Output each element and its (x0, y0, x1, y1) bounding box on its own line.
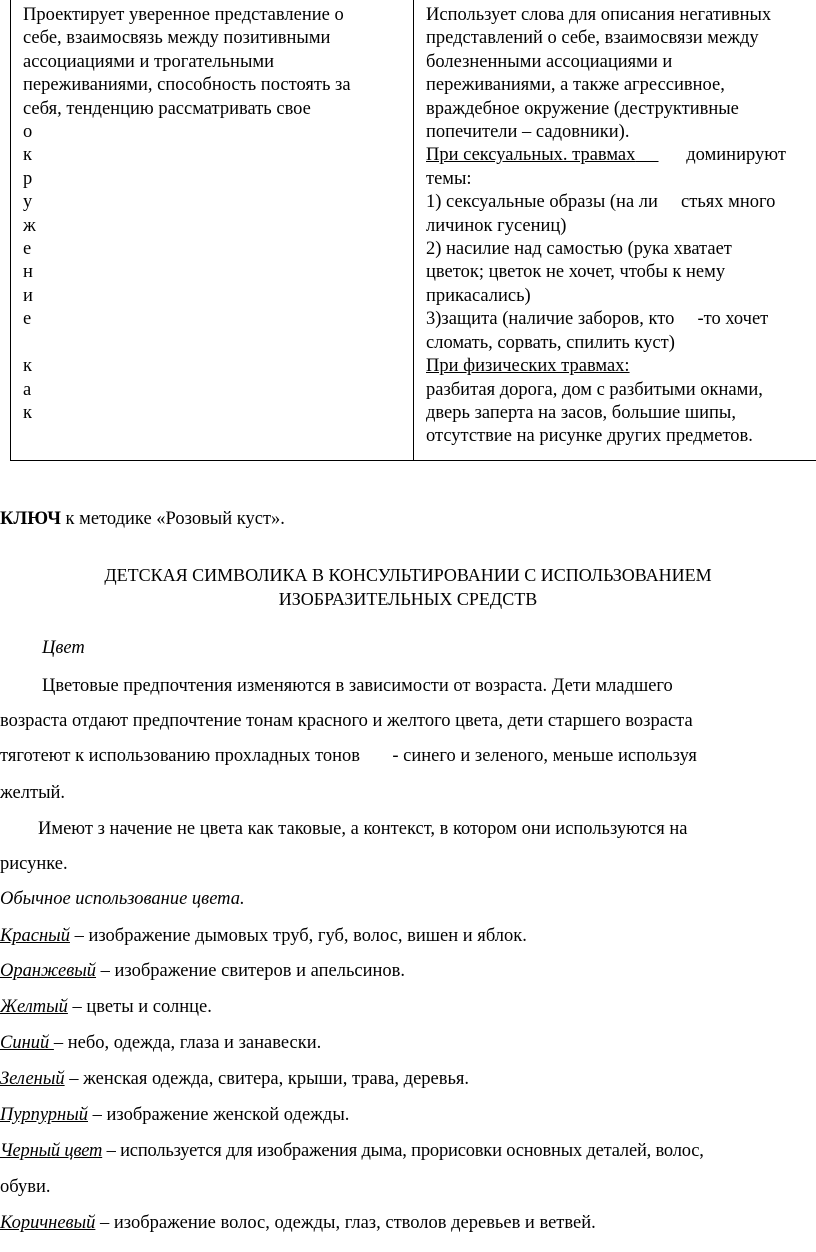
para1-line-1: Цветовые предпочтения изменяются в зависимости от возраста. Дети младшего (42, 676, 673, 696)
vertical-letter: к (23, 356, 32, 377)
table-left-cell (23, 4, 403, 425)
right-line: болезненными ассоциациями и (426, 51, 673, 72)
para1-line-3a: тяготеют к использованию прохладных тонов (0, 746, 360, 766)
color-desc: – изображение женской одежды. (88, 1105, 350, 1125)
color-item-black (0, 1141, 704, 1162)
left-line: себя, тенденцию рассматривать свое (23, 98, 311, 119)
color-term: Зеленый (0, 1069, 65, 1089)
vertical-letter (23, 332, 403, 355)
vertical-letter: е (23, 309, 32, 330)
physical-line: дверь заперта на засов, большие шипы, (426, 402, 736, 423)
color-item-yellow (0, 997, 212, 1018)
vertical-letter: а (23, 379, 32, 400)
physical-trauma-heading: При физических травмах: (426, 356, 630, 377)
color-item-green (0, 1069, 469, 1090)
usage-heading: Обычное использование цвета. (0, 889, 245, 909)
item3-line (426, 308, 816, 331)
color-term: Синий (0, 1033, 54, 1053)
right-line: враждебное окружение (деструктивные (426, 98, 739, 119)
item3-line-2: сломать, сорвать, спилить куст) (426, 332, 675, 353)
color-desc: – изображение свитеров и апельсинов. (96, 961, 406, 981)
item2-line-3: прикасались) (426, 285, 531, 306)
left-line: переживаниями, способность постоять за (23, 75, 351, 96)
sexual-trauma-tail: доминируют (686, 145, 786, 166)
para1-line-3b: - синего и зеленого, меньше используя (392, 746, 697, 766)
item2-line-2: цветок; цветок не хочет, чтобы к нему (426, 262, 726, 283)
color-desc: – женская одежда, свитера, крыши, трава, деревья. (64, 1069, 470, 1089)
color-desc: – изображение дымовых труб, губ, волос, вишен и яблок. (69, 926, 527, 946)
item3-part-a: 3)защита (наличие заборов, кто (426, 309, 675, 330)
item1-part-a: 1) сексуальные образы (на ли (426, 192, 658, 213)
color-item-purple (0, 1105, 349, 1126)
color-desc: – используется для изображения дыма, прорисовки основных деталей, волос, (102, 1141, 704, 1161)
left-line: ассоциациями и трогательными (23, 51, 274, 72)
table-divider (413, 0, 414, 460)
color-item-blue (0, 1033, 321, 1054)
key-rest: к методике «Розовый куст». (60, 509, 285, 529)
vertical-letter: е (23, 239, 32, 260)
color-item-orange (0, 961, 405, 982)
left-line: себе, взаимосвязь между позитивными (23, 28, 331, 49)
key-bold: КЛЮЧ (0, 509, 61, 529)
right-line: попечители – садовники). (426, 122, 630, 143)
underline-gap (635, 145, 658, 165)
color-term: Коричневый (0, 1213, 96, 1233)
right-line: переживаниями, а также агрессивное, (426, 75, 725, 96)
color-desc: – небо, одежда, глаза и занавески. (53, 1033, 322, 1053)
sexual-trauma-heading: При сексуальных. травмах (426, 145, 636, 166)
vertical-letter: и (23, 285, 33, 306)
section-title (0, 563, 816, 611)
vertical-letter: к (23, 145, 32, 166)
item2-line: 2) насилие над самостью (рука хватает (426, 239, 732, 260)
vertical-letter: н (23, 262, 33, 283)
color-term: Желтый (0, 997, 68, 1017)
color-term: Красный (0, 926, 70, 946)
color-item-black-cont (0, 1177, 50, 1198)
color-desc: – цветы и солнце. (67, 997, 212, 1017)
color-desc: обуви. (0, 1177, 51, 1197)
section-title-line-2: ИЗОБРАЗИТЕЛЬНЫХ СРЕДСТВ (278, 589, 538, 609)
vertical-letter: ж (23, 215, 36, 236)
key-line (0, 509, 285, 530)
comparison-table (10, 0, 816, 461)
color-item-brown (0, 1213, 596, 1234)
para1-line-3 (0, 746, 697, 767)
color-item-red (0, 926, 527, 947)
left-line: Проектирует уверенное представление о (23, 5, 344, 25)
color-desc: – изображение волос, одежды, глаз, стволов деревьев и ветвей. (95, 1213, 596, 1233)
vertical-letter: о (23, 122, 33, 143)
sexual-trauma-line (426, 144, 816, 167)
physical-line: отсутствие на рисунке других предметов. (426, 426, 753, 447)
item3-part-b: -то хочет (697, 309, 769, 330)
right-line: представлений о себе, взаимосвязи между (426, 28, 759, 49)
vertical-letter: у (23, 192, 33, 213)
item1-part-b: стьях много (681, 192, 776, 213)
item1-line-2: личинок гусениц) (426, 215, 567, 236)
physical-line: разбитая дорога, дом с разбитыми окнами, (426, 379, 763, 400)
para2-line-2: рисунке. (0, 854, 68, 874)
section-title-line-1: ДЕТСКАЯ СИМВОЛИКА В КОНСУЛЬТИРОВАНИИ С ИСПОЛЬЗОВАНИЕМ (104, 565, 712, 585)
para2-line-1: Имеют з начение не цвета как таковые, а контекст, в котором они используются на (38, 819, 688, 839)
color-term: Черный цвет (0, 1141, 103, 1161)
color-term: Оранжевый (0, 961, 97, 981)
vertical-letter: р (23, 168, 33, 189)
right-line: Использует слова для описания негативных (426, 5, 772, 25)
para1-line-4: желтый. (0, 783, 66, 803)
color-term: Пурпурный (0, 1105, 89, 1125)
themes-line: темы: (426, 168, 472, 189)
table-right-cell (426, 4, 816, 449)
para1-line-2: возраста отдают предпочтение тонам красного и желтого цвета, дети старшего возраста (0, 711, 693, 731)
color-heading: Цвет (42, 638, 85, 658)
item1-line (426, 191, 816, 214)
vertical-letter: к (23, 402, 32, 423)
